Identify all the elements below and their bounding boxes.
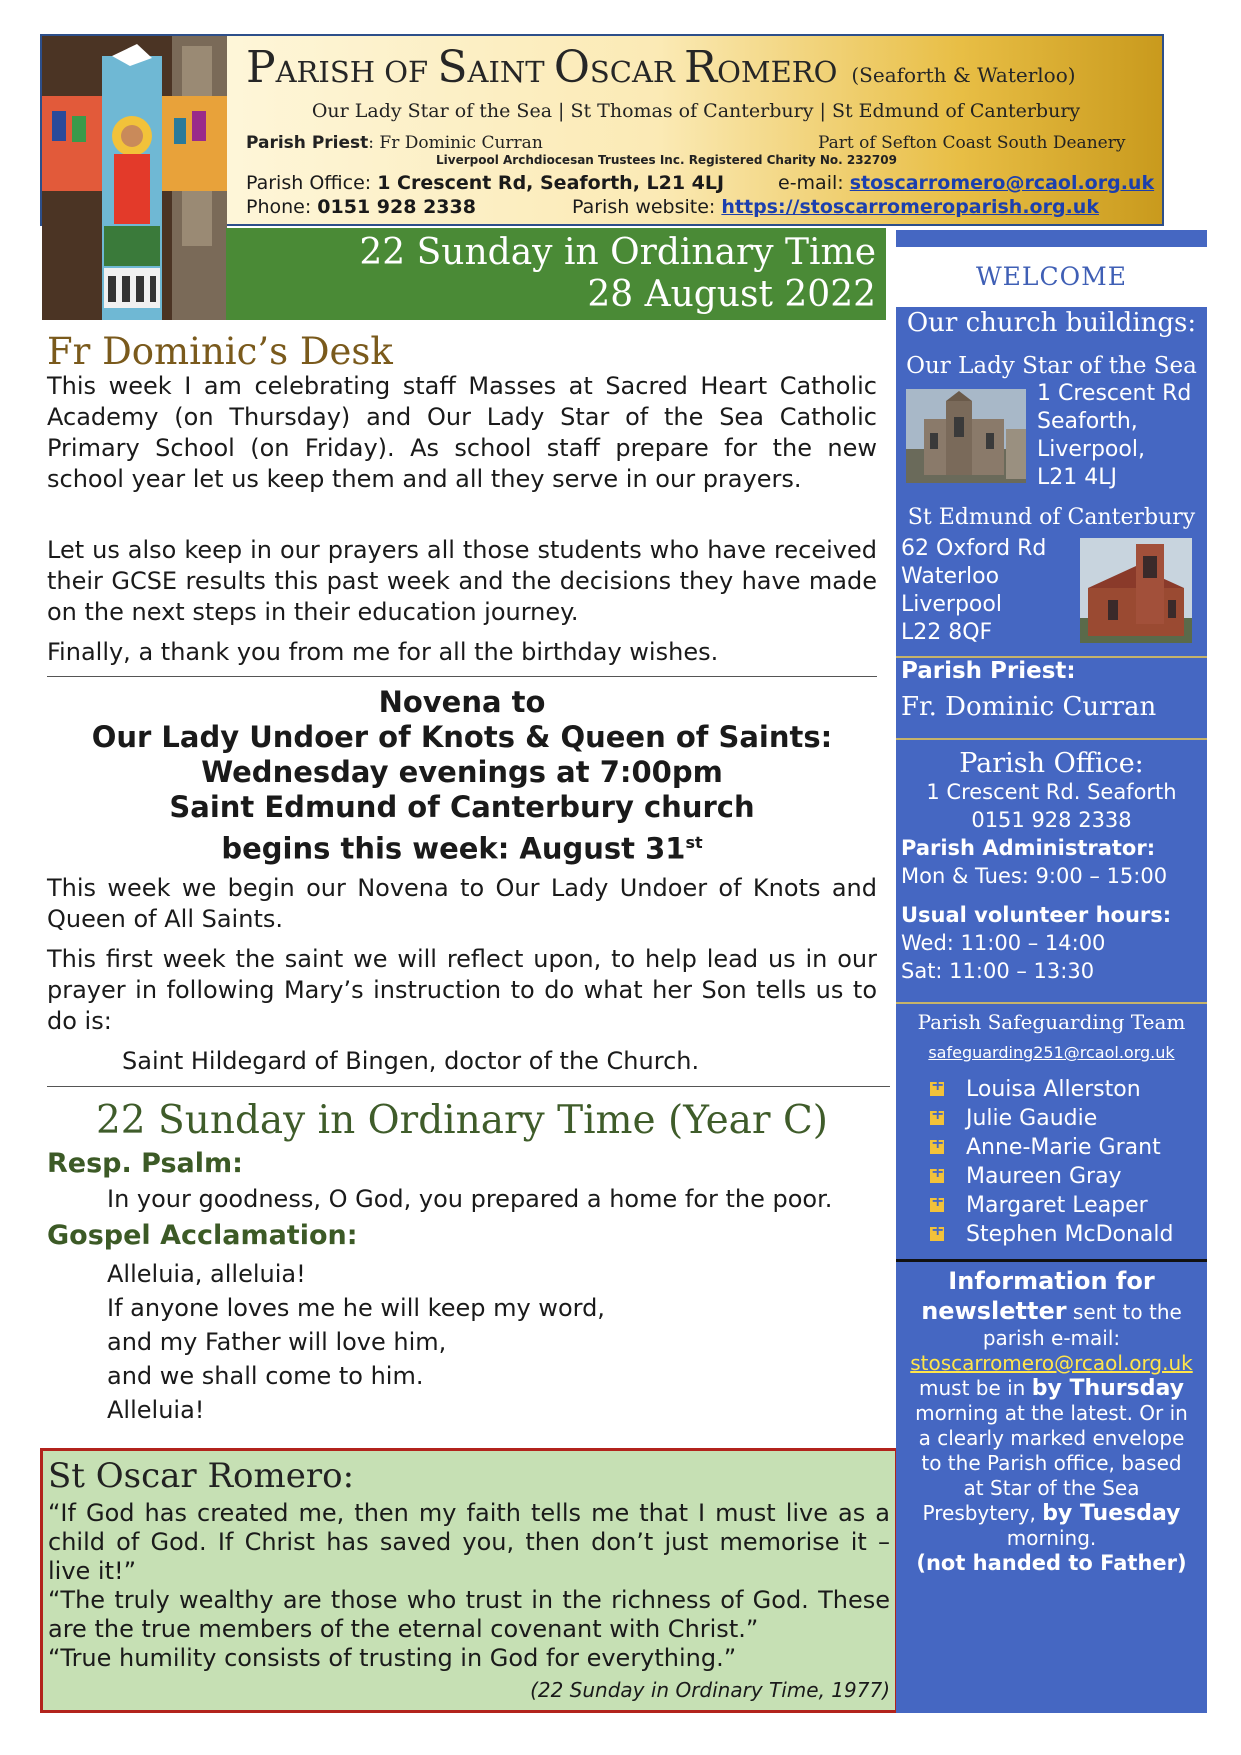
- parish-churches: Our Lady Star of the Sea | St Thomas of Canterbury | St Edmund of Canterbury: [311, 100, 1081, 122]
- cross-bullet-icon: [930, 1140, 944, 1154]
- info-line: a clearly marked envelope: [918, 1426, 1185, 1450]
- info-email: [896, 1351, 1207, 1375]
- novena-line-2: Our Lady Undoer of Knots & Queen of Saints:: [91, 720, 833, 754]
- volunteer-wed: Wed: 11:00 – 14:00: [901, 931, 1106, 955]
- safeguarding-heading: Parish Safeguarding Team: [917, 1010, 1186, 1034]
- volunteer-sat: Sat: 11:00 – 13:30: [901, 959, 1095, 983]
- parish-title: PARISH OF SAINT OSCAR ROMERO (Seaforth & Waterloo): [246, 42, 1076, 93]
- website-link[interactable]: https://stoscarromeroparish.org.uk: [721, 196, 1099, 218]
- office-address: 1 Crescent Rd. Seaforth: [926, 780, 1177, 804]
- header-phone: Phone: 0151 928 2338: [246, 196, 476, 218]
- quote-1: “If God has created me, then my faith tells me that I must live as a child of God. If Christ has saved you, then don’t just memorise it – live it!”: [48, 1499, 890, 1585]
- buildings-heading: Our church buildings:: [906, 308, 1197, 338]
- header-charity: Liverpool Archdiocesan Trustees Inc. Registered Charity No. 232709: [436, 153, 897, 167]
- admin-label: Parish Administrator:: [901, 836, 1156, 860]
- quote-3: “True humility consists of trusting in God for everything.”: [48, 1644, 737, 1672]
- gospel-line: Alleluia!: [107, 1396, 205, 1424]
- psalm-text: In your goodness, O God, you prepared a home for the poor.: [107, 1185, 833, 1213]
- church2-name: St Edmund of Canterbury: [907, 505, 1196, 530]
- parish-subtitle: (Seaforth & Waterloo): [851, 63, 1076, 87]
- cross-bullet-icon: [930, 1169, 944, 1183]
- header-priest: Parish Priest: Fr Dominic Curran: [246, 133, 543, 153]
- psalm-label: Resp. Psalm:: [47, 1148, 243, 1179]
- info-email-link[interactable]: stoscarromero@rcaol.org.uk: [910, 1351, 1193, 1375]
- email-link[interactable]: stoscarromero@rcaol.org.uk: [849, 172, 1155, 194]
- novena-line-4: Saint Edmund of Canterbury church: [169, 790, 755, 824]
- volunteer-label: Usual volunteer hours:: [901, 903, 1172, 927]
- novena-paragraph-2: This first week the saint we will reflect upon, to help lead us in our prayer in following Mary’s instruction to do what her Son tells us to do is:: [47, 945, 877, 1035]
- desk-heading: Fr Dominic’s Desk: [47, 330, 393, 373]
- cross-bullet-icon: [930, 1082, 944, 1096]
- desk-paragraph-1: This week I am celebrating staff Masses at Sacred Heart Catholic Academy (on Thursday) and Our Lady Star of the Sea Catholic Primary School (on Friday). As school staff prepare for the new school year let us keep them and all they serve in our prayers.: [47, 372, 877, 493]
- quote-2: “The truly wealthy are those who trust in the richness of God. These are the true members of the eternal covenant with Christ.”: [48, 1586, 890, 1643]
- divider: [47, 1086, 890, 1087]
- gospel-label: Gospel Acclamation:: [47, 1220, 358, 1251]
- info-line: newsletter sent to the: [921, 1297, 1182, 1325]
- sidebar-divider-dark: [896, 1259, 1207, 1262]
- quote-citation: (22 Sunday in Ordinary Time, 1977): [530, 1678, 890, 1702]
- safeguarding-member: +Margaret Leaper: [930, 1193, 1148, 1218]
- header-office: Parish Office: 1 Crescent Rd, Seaforth, L21 4LJ: [246, 172, 725, 194]
- safeguarding-member: +Julie Gaudie: [930, 1106, 1097, 1131]
- safeguarding-member: +Maureen Gray: [930, 1164, 1122, 1189]
- desk-paragraph-3: Finally, a thank you from me for all the birthday wishes.: [47, 638, 719, 666]
- cross-bullet-icon: [930, 1111, 944, 1125]
- office-phone: 0151 928 2338: [971, 808, 1132, 832]
- safeguarding-member: +Stephen McDonald: [930, 1222, 1174, 1247]
- admin-hours: Mon & Tues: 9:00 – 15:00: [901, 864, 1168, 888]
- gospel-line: If anyone loves me he will keep my word,: [107, 1294, 605, 1322]
- cross-bullet-icon: [930, 1198, 944, 1212]
- safeguarding-member: +Anne-Marie Grant: [930, 1135, 1161, 1160]
- quote-heading: St Oscar Romero:: [48, 1456, 355, 1496]
- sidebar-divider: [896, 738, 1207, 740]
- crucifix-image: [42, 36, 227, 320]
- info-line: parish e-mail:: [982, 1326, 1121, 1350]
- novena-line-5: begins this week: August 31st: [221, 831, 703, 866]
- church1-name: Our Lady Star of the Sea: [906, 353, 1197, 379]
- gospel-line: Alleluia, alleluia!: [107, 1260, 306, 1288]
- sidebar-priest-name: Fr. Dominic Curran: [901, 692, 1157, 722]
- divider: [47, 676, 877, 677]
- novena-paragraph-1: This week we begin our Novena to Our Lady Undoer of Knots and Queen of All Saints.: [47, 874, 877, 933]
- safeguarding-email[interactable]: safeguarding251@rcaol.org.uk: [928, 1043, 1175, 1062]
- office-heading: Parish Office:: [959, 748, 1144, 779]
- info-line: at Star of the Sea: [963, 1476, 1140, 1500]
- gospel-line: and we shall come to him.: [107, 1362, 424, 1390]
- info-line: Presbytery, by Tuesday: [922, 1501, 1181, 1526]
- info-line: must be in by Thursday: [918, 1376, 1184, 1401]
- header-email: e-mail: stoscarromero@rcaol.org.uk: [778, 172, 1155, 194]
- novena-line-1: Novena to: [378, 685, 546, 719]
- date-box-date: 28 August 2022: [587, 274, 876, 315]
- info-heading: Information for: [948, 1267, 1155, 1295]
- church1-address: 1 Crescent Rd Seaforth, Liverpool, L21 4LJ: [1037, 381, 1192, 490]
- header-deanery: Part of Sefton Coast South Deanery: [818, 133, 1126, 153]
- header-website: Parish website: https://stoscarromeroparish.org.uk: [572, 196, 1099, 218]
- safeguarding-member: +Louisa Allerston: [930, 1077, 1141, 1102]
- gospel-line: and my Father will love him,: [107, 1328, 447, 1356]
- info-line: to the Parish office, based: [921, 1451, 1182, 1475]
- info-line: (not handed to Father): [916, 1551, 1187, 1575]
- church2-address: 62 Oxford Rd Waterloo Liverpool L22 8QF: [901, 536, 1047, 645]
- date-box-sunday: 22 Sunday in Ordinary Time: [359, 232, 876, 273]
- sidebar-divider: [896, 1002, 1207, 1004]
- info-line: morning.: [1006, 1526, 1097, 1550]
- church2-photo: [1080, 538, 1192, 643]
- novena-saint: Saint Hildegard of Bingen, doctor of the Church.: [122, 1047, 700, 1075]
- church1-photo: [906, 389, 1026, 483]
- desk-paragraph-2: Let us also keep in our prayers all those students who have received their GCSE results this past week and the decisions they have made on the next steps in their education journey.: [47, 536, 877, 626]
- novena-line-3: Wednesday evenings at 7:00pm: [201, 755, 723, 789]
- info-line: morning at the latest. Or in: [915, 1401, 1188, 1425]
- readings-heading: 22 Sunday in Ordinary Time (Year C): [95, 1098, 829, 1143]
- sidebar-priest-label: Parish Priest:: [901, 658, 1076, 684]
- cross-bullet-icon: [930, 1227, 944, 1241]
- welcome-heading: WELCOME: [975, 262, 1128, 291]
